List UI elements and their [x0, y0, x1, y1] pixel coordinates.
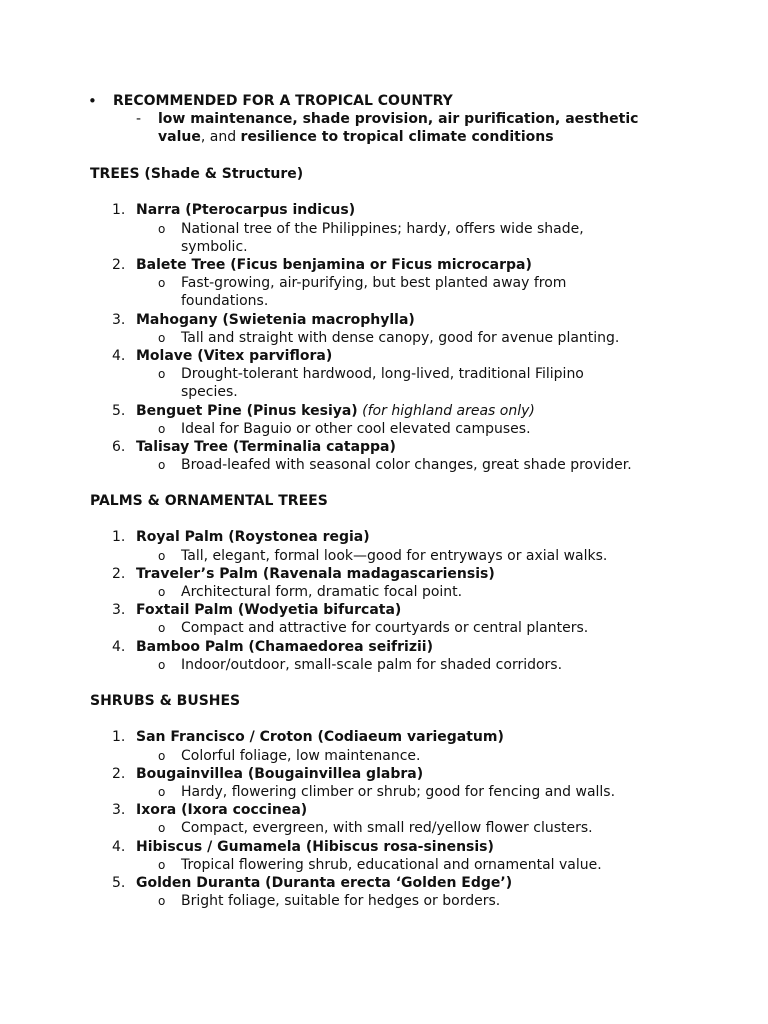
plant-name: Narra (Pterocarpus indicus) [136, 202, 356, 219]
plant-name: Ixora (Ixora coccinea) [136, 802, 308, 819]
plant-description: Architectural form, dramatic focal point. [181, 584, 463, 600]
plant-description: National tree of the Philippines; hardy, offers wide shade, [181, 220, 584, 237]
plant-description: Tall and straight with dense canopy, good for avenue planting. [181, 329, 620, 346]
bullet-marker: • [88, 92, 97, 110]
plant-description: Compact and attractive for courtyards or central planters. [181, 620, 589, 637]
list-item-title [136, 801, 307, 819]
plant-note: (for highland areas only) [357, 402, 535, 419]
list-number: 3. [112, 802, 126, 819]
plant-description: Compact, evergreen, with small red/yellow flower clusters. [181, 820, 593, 837]
plant-name: Hibiscus / Gumamela (Hibiscus rosa-sinensis) [136, 838, 494, 855]
list-item-title [136, 347, 332, 365]
plant-name: Foxtail Palm (Wodyetia bifurcata) [136, 602, 402, 619]
plant-description: Tall, elegant, formal look—good for entryways or axial walks. [181, 547, 608, 564]
plant-name: Traveler’s Palm (Ravenala madagascariensis) [136, 565, 495, 582]
list-item-title [136, 438, 396, 456]
intro-line-2-plain: , and [200, 129, 241, 145]
list-number: 3. [112, 602, 126, 619]
plant-name: Royal Palm (Roystonea regia) [136, 529, 370, 546]
plant-description: species. [181, 384, 238, 401]
plant-name: Benguet Pine (Pinus kesiya) [136, 402, 358, 419]
plant-description: foundations. [181, 293, 269, 310]
sub-bullet-marker: o [158, 785, 166, 799]
intro-line-2-bold-b: resilience to tropical climate conditions [240, 129, 554, 145]
plant-name: Mahogany (Swietenia macrophylla) [136, 311, 415, 328]
list-number: 3. [112, 311, 126, 328]
plant-description: Bright foliage, suitable for hedges or borders. [181, 893, 501, 910]
intro-heading: RECOMMENDED FOR A TROPICAL COUNTRY [113, 93, 453, 109]
list-number: 2. [112, 765, 126, 782]
plant-description: Hardy, flowering climber or shrub; good for fencing and walls. [181, 784, 616, 800]
list-item-title [136, 765, 423, 783]
list-number: 2. [112, 565, 126, 582]
sub-bullet-marker: o [158, 421, 166, 436]
list-number: 5. [112, 402, 126, 419]
list-item-title [136, 256, 532, 274]
list-number: 1. [112, 529, 126, 546]
sub-bullet-marker: o [158, 621, 166, 636]
sub-bullet-marker: o [158, 367, 166, 382]
plant-name: Bamboo Palm (Chamaedorea seifrizii) [136, 638, 433, 655]
plant-description: Broad-leafed with seasonal color changes, great shade provider. [181, 457, 632, 474]
sub-bullet-marker: o [158, 221, 166, 236]
list-number: 4. [112, 638, 126, 655]
plant-description: Tropical flowering shrub, educational and ornamental value. [181, 856, 602, 873]
list-number: 2. [112, 257, 126, 273]
list-item-title [136, 838, 494, 856]
list-item-title [136, 874, 512, 892]
plant-name: Bougainvillea (Bougainvillea glabra) [136, 765, 424, 782]
list-item-title [136, 565, 495, 583]
sub-bullet-marker: o [158, 894, 166, 909]
intro-line-2-bold-a: value [158, 129, 201, 145]
list-item-title [136, 201, 355, 219]
sub-bullet-marker: o [158, 276, 166, 291]
list-number: 4. [112, 348, 126, 364]
list-item-title [136, 728, 504, 746]
sub-bullet-marker: o [158, 657, 166, 672]
plant-name: Molave (Vitex parviflora) [136, 348, 333, 364]
sub-bullet-marker: o [158, 548, 166, 563]
sub-bullet-marker: o [158, 330, 166, 345]
dash-marker: - [136, 111, 142, 127]
plant-name: San Francisco / Croton (Codiaeum variegatum) [136, 729, 504, 746]
sub-bullet-marker: o [158, 821, 166, 836]
plant-description: Ideal for Baguio or other cool elevated campuses. [181, 420, 531, 437]
list-number: 1. [112, 202, 126, 219]
sub-bullet-marker: o [158, 585, 166, 599]
sub-bullet-marker: o [158, 458, 166, 473]
section-heading: PALMS & ORNAMENTAL TREES [90, 493, 328, 509]
list-number: 1. [112, 729, 126, 746]
list-item-title [136, 311, 415, 329]
section-heading: TREES (Shade & Structure) [90, 166, 304, 182]
section-heading: SHRUBS & BUSHES [90, 693, 241, 709]
list-item-title [136, 402, 535, 420]
plant-description: Colorful foliage, low maintenance. [181, 747, 421, 764]
list-item-title [136, 638, 433, 656]
sub-bullet-marker: o [158, 748, 166, 763]
plant-description: Indoor/outdoor, small-scale palm for shaded corridors. [181, 656, 563, 673]
intro-line-1: low maintenance, shade provision, air purification, aesthetic [158, 111, 639, 127]
list-number: 5. [112, 875, 126, 891]
plant-description: symbolic. [181, 238, 248, 255]
list-item-title [136, 601, 401, 619]
list-item-title [136, 528, 370, 546]
intro-line-2 [158, 128, 554, 146]
plant-name: Golden Duranta (Duranta erecta ‘Golden Edge’) [136, 875, 513, 891]
plant-name: Balete Tree (Ficus benjamina or Ficus microcarpa) [136, 257, 532, 273]
list-number: 6. [112, 439, 126, 455]
plant-description: Drought-tolerant hardwood, long-lived, traditional Filipino [181, 366, 584, 383]
plant-description: Fast-growing, air-purifying, but best planted away from [181, 275, 567, 292]
sub-bullet-marker: o [158, 857, 166, 872]
list-number: 4. [112, 838, 126, 855]
plant-name: Talisay Tree (Terminalia catappa) [136, 439, 396, 455]
